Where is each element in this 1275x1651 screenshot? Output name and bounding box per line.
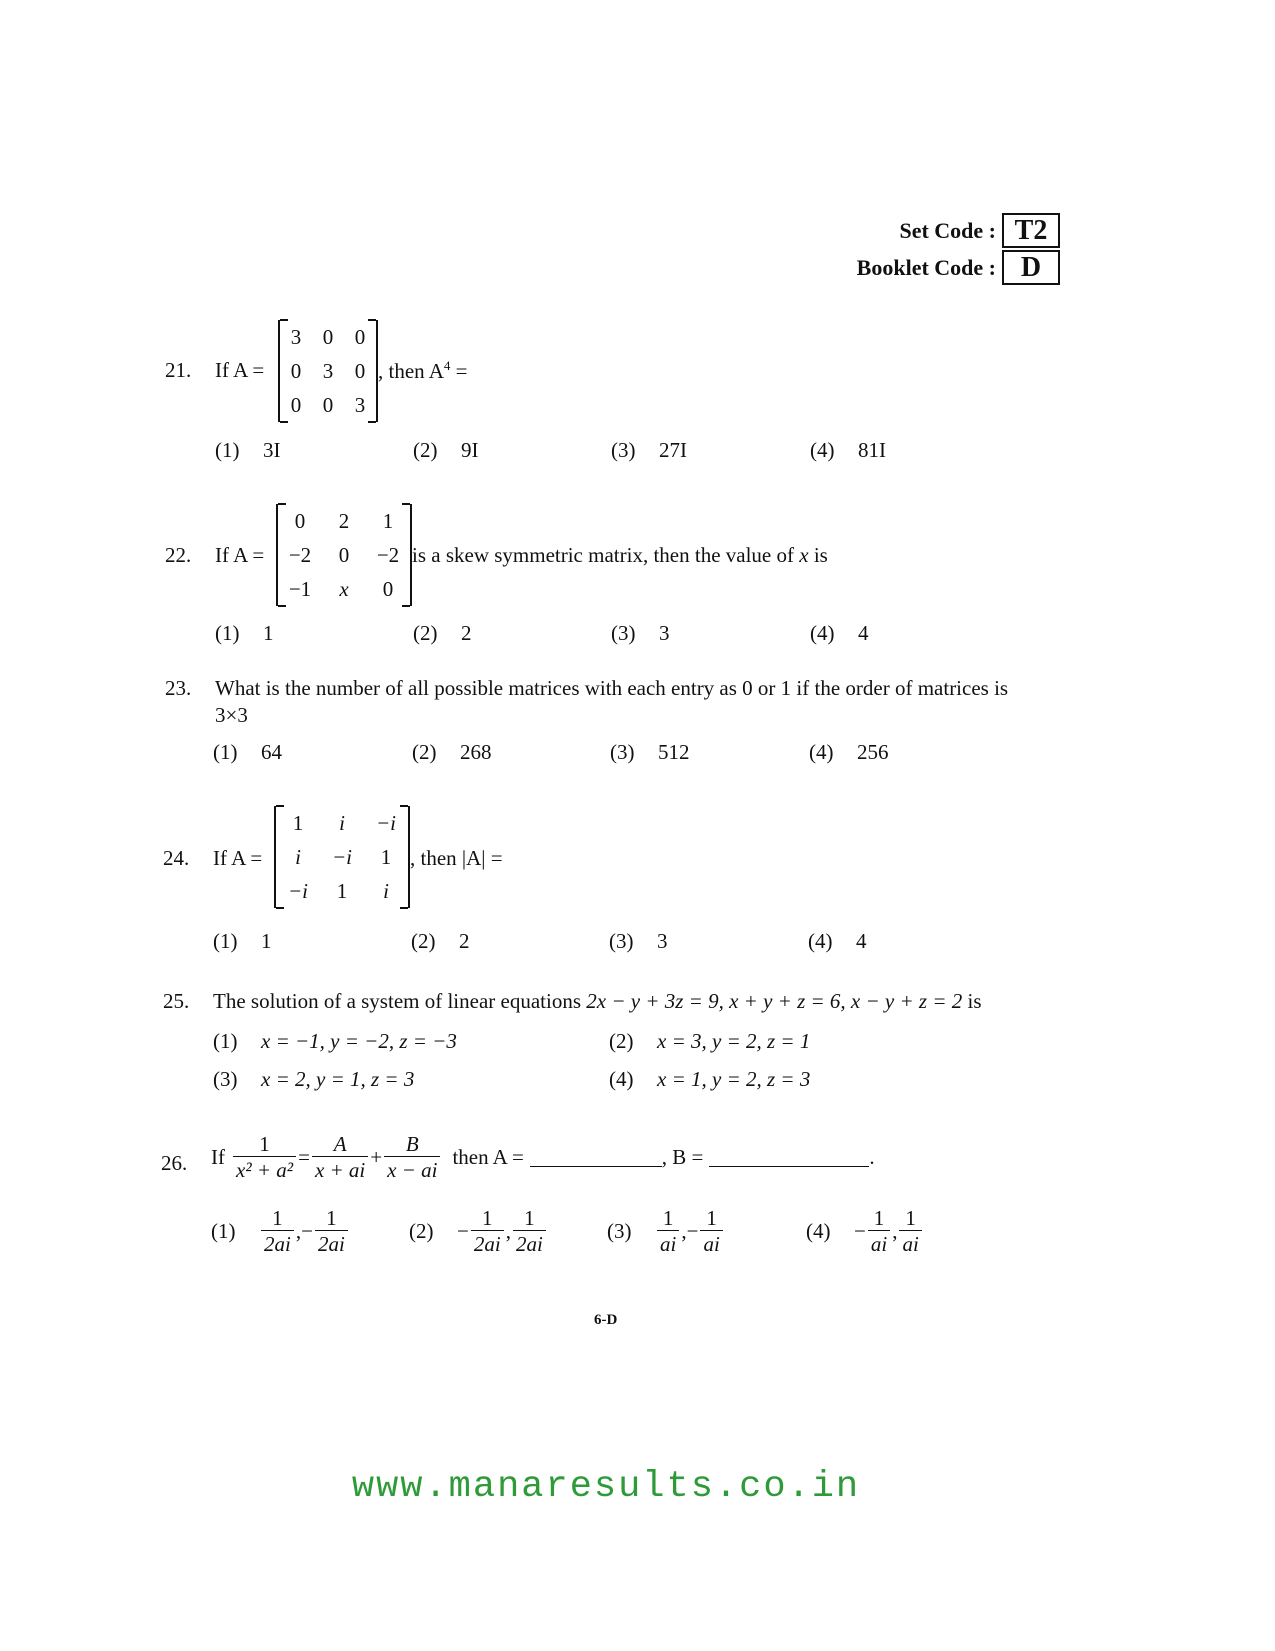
matrix-cell: 1 (382, 509, 394, 533)
option-number: (3) (609, 929, 634, 953)
matrix-cell: i (383, 879, 389, 903)
option-text: 2 (459, 929, 470, 953)
option-text: 64 (261, 740, 282, 764)
question-line-1: What is the number of all possible matrices with each entry as 0 or 1 if the order of matrices is (215, 676, 1009, 700)
matrix-cell: 0 (354, 325, 366, 349)
option-text: 81I (858, 438, 886, 462)
suffix-text: , then A (378, 359, 444, 383)
matrix-cell: 3 (322, 359, 334, 383)
option-number: (1) (215, 438, 240, 462)
answer-blank-a (530, 1148, 662, 1167)
question-line-2: 3×3 (215, 703, 248, 727)
matrix-cell: −2 (288, 543, 312, 567)
option-text: x = 1, y = 2, z = 3 (657, 1067, 811, 1091)
option-3 (610, 740, 690, 765)
option-number: (2) (609, 1029, 634, 1053)
suffix-text: is a skew symmetric matrix, then the value of (412, 543, 794, 567)
fraction-denominator: x + ai (312, 1156, 368, 1183)
matrix-cell: 0 (382, 577, 394, 601)
booklet-code-box: D (1002, 250, 1060, 285)
fraction-denominator: x − ai (384, 1156, 440, 1183)
option-1 (213, 929, 272, 954)
option-fraction-2 (899, 1206, 921, 1257)
option-2 (412, 740, 492, 765)
fraction-denominator: x² + a² (233, 1156, 296, 1183)
option-number: (3) (610, 740, 635, 764)
option-number: (3) (213, 1067, 238, 1091)
fraction-denominator: ai (657, 1230, 679, 1257)
matrix-cell: 1 (336, 879, 348, 903)
question-text (213, 989, 982, 1014)
matrix-cell: 0 (322, 325, 334, 349)
matrix-cell: 1 (292, 811, 304, 835)
option-number: (4) (808, 929, 833, 953)
question-number: 22. (165, 543, 192, 567)
question-equation (211, 1132, 875, 1183)
end-period: . (869, 1145, 875, 1169)
option-text: 9I (461, 438, 479, 462)
option-1 (213, 740, 282, 765)
option-3 (607, 1206, 725, 1257)
option-number: (4) (810, 621, 835, 645)
plus-sign: + (370, 1145, 383, 1169)
variable-x: x (799, 543, 809, 567)
option-4 (806, 1206, 924, 1257)
booklet-code-row (857, 250, 1060, 285)
option-3 (611, 621, 670, 646)
fraction-lhs (233, 1132, 296, 1183)
fraction-numerator: 1 (662, 1206, 674, 1230)
option-text: 3 (659, 621, 670, 645)
matrix-cell: −1 (288, 577, 312, 601)
option-2 (411, 929, 470, 954)
option-text: 512 (658, 740, 690, 764)
question-suffix: , then |A| = (410, 846, 503, 870)
matrix-cell: 0 (338, 543, 350, 567)
option-number: (3) (611, 438, 636, 462)
equations: 2x − y + 3z = 9, x + y + z = 6, x − y + z = 2 (586, 989, 963, 1013)
fraction-denominator: ai (700, 1230, 722, 1257)
option-4 (609, 1067, 810, 1092)
option-number: (4) (609, 1067, 634, 1091)
option-text: x = 3, y = 2, z = 1 (657, 1029, 811, 1053)
option-separator: ,− (681, 1219, 699, 1243)
option-number: (2) (409, 1219, 434, 1243)
matrix-cell: 0 (290, 393, 302, 417)
fraction-numerator: 1 (326, 1206, 337, 1230)
option-text: 3I (263, 438, 281, 462)
option-number: (4) (810, 438, 835, 462)
option-4 (809, 740, 889, 765)
option-text: x = −1, y = −2, z = −3 (261, 1029, 457, 1053)
option-2 (413, 438, 479, 463)
option-3 (609, 929, 668, 954)
fraction-denominator: 2ai (315, 1230, 348, 1257)
option-4 (810, 621, 869, 646)
matrix-cell: −i (375, 811, 396, 835)
question-prefix: If A = (215, 543, 265, 567)
option-4 (810, 438, 886, 463)
footer-url[interactable]: www.manaresults.co.in (351, 1466, 861, 1508)
question-number: 21. (165, 358, 192, 382)
option-number: (3) (611, 621, 636, 645)
option-text: x = 2, y = 1, z = 3 (261, 1067, 415, 1091)
exponent: 4 (443, 358, 451, 373)
option-2 (609, 1029, 810, 1054)
option-fraction-2 (700, 1206, 722, 1257)
matrix-cell: 0 (294, 509, 306, 533)
set-code-row (899, 213, 1060, 248)
question-number: 26. (161, 1151, 188, 1175)
matrix-cell: 0 (322, 393, 334, 417)
fraction-numerator: B (405, 1132, 419, 1156)
option-number: (3) (607, 1219, 632, 1243)
option-1 (211, 1206, 350, 1257)
question-number: 23. (165, 676, 192, 700)
option-3 (611, 438, 687, 463)
option-fraction-1 (471, 1206, 504, 1257)
answer-blank-b (709, 1148, 869, 1167)
question-number: 25. (163, 989, 190, 1013)
set-code-label: Set Code : (899, 217, 996, 243)
booklet-code-label: Booklet Code : (856, 254, 996, 280)
option-number: (2) (413, 438, 438, 462)
option-number: (1) (215, 621, 240, 645)
option-number: (1) (213, 740, 238, 764)
question-prefix: If A = (213, 846, 263, 870)
option-number: (4) (806, 1219, 831, 1243)
fraction-denominator: 2ai (261, 1230, 294, 1257)
option-text: 27I (659, 438, 687, 462)
question-lead: The solution of a system of linear equations (213, 989, 582, 1013)
matrix-cell: 1 (380, 845, 392, 869)
fraction-b (384, 1132, 440, 1183)
fraction-denominator: ai (899, 1230, 921, 1257)
equals-sign: = (455, 359, 468, 383)
equals-sign: = (298, 1145, 310, 1169)
fraction-a (312, 1132, 368, 1183)
fraction-numerator: 1 (873, 1206, 885, 1230)
fraction-denominator: 2ai (513, 1230, 546, 1257)
matrix (276, 504, 412, 606)
question-prefix: If A = (215, 358, 265, 382)
question-suffix (378, 358, 468, 384)
option-number: (1) (213, 1029, 238, 1053)
option-separator: , (505, 1219, 511, 1243)
option-number: (2) (412, 740, 437, 764)
set-code-box: T2 (1002, 213, 1060, 248)
option-1 (213, 1029, 457, 1054)
option-fraction-2 (315, 1206, 348, 1257)
option-sign: − (854, 1219, 866, 1243)
fraction-numerator: A (333, 1132, 347, 1156)
matrix-cell: i (339, 811, 345, 835)
question-suffix (412, 543, 828, 568)
fraction-denominator: ai (868, 1230, 890, 1257)
question-number: 24. (163, 846, 190, 870)
suffix-end: is (813, 543, 828, 567)
fraction-denominator: 2ai (471, 1230, 504, 1257)
matrix (274, 806, 410, 908)
option-fraction-1 (261, 1206, 294, 1257)
matrix (278, 320, 378, 422)
option-separator: , (892, 1219, 898, 1243)
question-end: is (967, 989, 982, 1013)
fraction-numerator: 1 (706, 1206, 717, 1230)
option-fraction-1 (868, 1206, 890, 1257)
option-number: (1) (213, 929, 238, 953)
matrix-cell: 3 (290, 325, 302, 349)
option-3 (213, 1067, 414, 1092)
option-2 (413, 621, 472, 646)
option-text: 256 (857, 740, 889, 764)
option-2 (409, 1206, 548, 1257)
option-text: 4 (856, 929, 867, 953)
matrix-cell: x (339, 577, 349, 601)
then-b-label: , B = (661, 1145, 704, 1169)
matrix-cell: −i (287, 879, 308, 903)
option-number: (4) (809, 740, 834, 764)
option-number: (1) (211, 1219, 236, 1243)
page-number: 6-D (594, 1312, 618, 1328)
option-text: 3 (657, 929, 668, 953)
option-text: 1 (263, 621, 274, 645)
option-fraction-1 (657, 1206, 679, 1257)
option-4 (808, 929, 867, 954)
option-text: 1 (261, 929, 272, 953)
matrix-cell: 2 (338, 509, 350, 533)
matrix-cell: 0 (354, 359, 366, 383)
matrix-cell: 3 (354, 393, 366, 417)
then-a-label: then A = (452, 1145, 524, 1169)
option-sign: − (457, 1219, 469, 1243)
option-1 (215, 621, 274, 646)
fraction-numerator: 1 (482, 1206, 493, 1230)
option-separator: ,− (295, 1219, 313, 1243)
matrix-cell: −i (331, 845, 352, 869)
option-text: 4 (858, 621, 869, 645)
fraction-numerator: 1 (272, 1206, 283, 1230)
matrix-cell: −2 (376, 543, 400, 567)
option-fraction-2 (513, 1206, 546, 1257)
option-1 (215, 438, 281, 463)
fraction-numerator: 1 (259, 1132, 270, 1156)
fraction-numerator: 1 (905, 1206, 916, 1230)
option-number: (2) (411, 929, 436, 953)
matrix-cell: 0 (290, 359, 302, 383)
option-text: 268 (460, 740, 492, 764)
question-prefix: If (211, 1145, 225, 1169)
fraction-numerator: 1 (524, 1206, 535, 1230)
option-number: (2) (413, 621, 438, 645)
option-text: 2 (461, 621, 472, 645)
matrix-cell: i (295, 845, 301, 869)
